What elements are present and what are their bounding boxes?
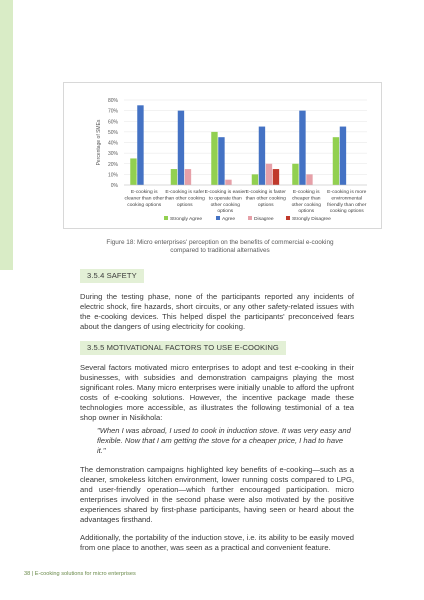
- x-tick-label: E-cooking is: [130, 190, 158, 195]
- bar-strongly-agree: [171, 169, 177, 185]
- x-tick-label: cooking options: [127, 202, 162, 208]
- figure-caption-line-1: Figure 18: Micro enterprises' perception on the benefits of commercial e-cooking: [106, 239, 334, 246]
- bar-disagree: [185, 169, 191, 185]
- y-tick-label: 80%: [107, 98, 118, 104]
- bar-disagree: [306, 174, 312, 185]
- y-tick-label: 0%: [110, 183, 118, 189]
- section-heading-safety: 3.5.4 SAFETY: [80, 269, 144, 283]
- bar-strongly-agree: [211, 132, 217, 185]
- y-tick-label: 40%: [107, 140, 118, 147]
- bar-strongly-agree: [130, 158, 136, 185]
- legend-label: Disagree: [254, 217, 274, 222]
- bar-disagree: [225, 180, 231, 185]
- x-tick-label: cooking options: [329, 209, 364, 215]
- bar-strongly-agree: [292, 164, 298, 185]
- bar-agree: [259, 127, 265, 185]
- x-tick-label: friendly than other: [327, 202, 367, 208]
- paragraph-motivation-3: Additionally, the portability of the induction stove, i.e. its ability to be easily moved from one place to another, was seen as a practical and convenient feature.: [80, 533, 354, 552]
- x-tick-label: options: [257, 202, 274, 208]
- chart-svg: [64, 83, 381, 228]
- bar-strongly-agree: [252, 174, 258, 185]
- x-tick-label: other cooking: [210, 202, 240, 208]
- legend-swatch: [164, 216, 168, 220]
- x-tick-label: E-cooking is: [292, 190, 320, 195]
- x-tick-label: E-cooking is safer: [165, 190, 205, 195]
- bar-agree: [137, 105, 143, 185]
- x-tick-label: environmental: [331, 196, 363, 202]
- legend-swatch: [286, 216, 290, 220]
- x-tick-label: other cooking: [291, 202, 321, 208]
- y-tick-label: 20%: [107, 161, 118, 168]
- bar-agree: [340, 127, 346, 185]
- x-tick-label: to operate than: [208, 196, 242, 202]
- legend-label: Strongly Disagree: [292, 217, 331, 222]
- x-tick-label: E-cooking is easier: [204, 190, 246, 195]
- paragraph-motivation-1: Several factors motivated micro enterprises to adopt and test e-cooking in their businesses, with subsidies and demonstration campaigns playing the most significant roles. Many micro enterprises were initially unable to afford the upfront costs of e-cooking solutions. However, the incentive package made these technologies more accessible, as illustrates the following testimonial of a tea shop owner in Nisikhola:: [80, 363, 354, 422]
- x-tick-label: than other cooking: [164, 196, 205, 202]
- legend-swatch: [248, 216, 252, 220]
- y-tick-label: 60%: [107, 119, 118, 126]
- bar-strongly-disagree: [273, 169, 279, 185]
- bar-agree: [299, 111, 305, 185]
- bar-disagree: [266, 164, 272, 185]
- y-axis-label: Percentage of SMEs: [96, 119, 102, 166]
- x-tick-label: E-cooking is faster: [245, 190, 286, 195]
- x-tick-label: options: [176, 202, 193, 208]
- x-tick-label: cheaper than: [291, 196, 321, 202]
- x-tick-label: E-cooking is more: [327, 190, 367, 195]
- page-footer: 38 | E-cooking solutions for micro enterprises: [24, 571, 136, 577]
- section-heading-motivation: 3.5.5 MOTIVATIONAL FACTORS TO USE E-COOKING: [80, 341, 286, 355]
- x-tick-label: options: [298, 209, 315, 215]
- legend-label: Agree: [222, 217, 236, 222]
- x-tick-label: options: [217, 209, 234, 215]
- bar-agree: [218, 137, 224, 185]
- paragraph-safety: During the testing phase, none of the participants reported any incidents of electric shock, fire hazards, short circuits, or any other safety-related issues with the e-cooking devices. This helped dispel the participants' preconceived fears about the dangers of using electricity for cooking.: [80, 292, 354, 331]
- y-tick-label: 10%: [107, 172, 118, 179]
- testimonial-quote: "When I was abroad, I used to cook in induction stove. It was very easy and flexible. Now that I am getting the stove for a cheaper price, I had to have it.": [97, 426, 351, 455]
- bar-chart: [63, 82, 382, 229]
- x-tick-label: than other cooking: [245, 196, 286, 202]
- y-tick-label: 30%: [107, 151, 118, 158]
- sidebar-accent-bar: [0, 0, 13, 270]
- bar-agree: [178, 111, 184, 185]
- y-tick-label: 50%: [107, 129, 118, 136]
- paragraph-motivation-2: The demonstration campaigns highlighted key benefits of e-cooking—such as a cleaner, smokeless kitchen environment, lower running costs compared to LPG, and user-friendly operation—which further encouraged participation. micro enterprises involved in the second phase were also motivated by the positive experiences shared by first-phase participants, having seen or heard about the advantages firsthand.: [80, 465, 354, 524]
- bar-strongly-agree: [333, 137, 339, 185]
- figure-caption-line-2: compared to traditional alternatives: [170, 247, 270, 254]
- y-tick-label: 70%: [107, 108, 118, 115]
- figure-caption: [70, 239, 370, 255]
- legend-label: Strongly Agree: [170, 217, 203, 222]
- x-tick-label: cleaner than other: [124, 196, 164, 202]
- legend-swatch: [216, 216, 220, 220]
